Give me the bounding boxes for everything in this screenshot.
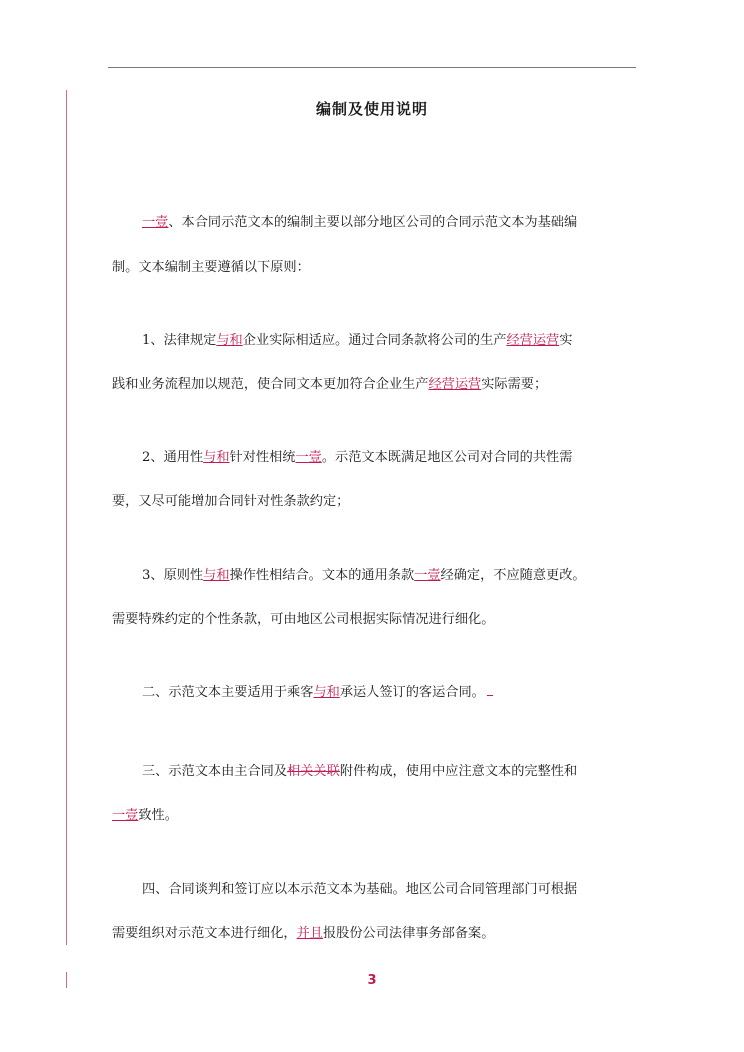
text-run: 致性。: [138, 808, 178, 823]
text-run: 。示范文本既满足地区公司对合同的共性需: [321, 450, 573, 465]
text-run: 四、合同谈判和签订应以本示范文本为基础。地区公司合同管理部门可根据: [142, 882, 578, 897]
paragraph-line: [112, 806, 636, 826]
revised-text: 与和: [216, 333, 243, 348]
deleted-text: 相关关联: [287, 764, 340, 779]
paragraph-line: [112, 448, 636, 468]
text-run: 3、原则性: [142, 568, 204, 583]
text-run: 二、示范文本主要适用于乘客: [142, 685, 314, 700]
text-run: 、本合同示范文本的编制主要以部分地区公司的合同示范文本为基础编: [168, 215, 578, 230]
text-run: 要，又尽可能增加合同针对性条款约定；: [112, 494, 350, 509]
revised-text: 与和: [203, 568, 230, 583]
header-rule: [108, 67, 636, 68]
revised-text: 与和: [313, 685, 340, 700]
paragraph-line: [112, 258, 636, 278]
text-run: 承运人签订的客运合同。: [339, 685, 485, 700]
text-run: 经确定，不应随意更改。: [440, 568, 586, 583]
text-run: 践和业务流程加以规范，使合同文本更加符合企业生产: [112, 377, 429, 392]
revised-text: 经营运营: [506, 333, 560, 348]
paragraph-line: [112, 375, 636, 395]
revised-text: 与和: [203, 450, 230, 465]
text-run: 需要组织对示范文本进行细化，: [112, 926, 297, 941]
text-run: 2、通用性: [142, 450, 204, 465]
revision-mark: [487, 695, 493, 696]
revised-text: 一壹: [112, 808, 139, 823]
paragraph-line: [112, 213, 636, 233]
paragraph-line: [112, 924, 636, 944]
text-run: 针对性相统: [229, 450, 296, 465]
revised-text: 一壹: [295, 450, 322, 465]
text-run: 报股份公司法律事务部备案。: [323, 926, 495, 941]
paragraph-line: [112, 610, 636, 630]
paragraph-line: [112, 566, 636, 586]
document-title: 编制及使用说明: [315, 100, 428, 118]
text-run: 附件构成，使用中应注意文本的完整性和: [339, 764, 578, 779]
revised-text: 一壹: [414, 568, 441, 583]
text-run: 1、法律规定: [142, 333, 217, 348]
text-run: 实际需要；: [481, 377, 548, 392]
text-run: 实: [559, 333, 573, 348]
revised-text: 并且: [296, 926, 323, 941]
paragraph-line: [112, 492, 636, 512]
revision-margin-bar: [66, 90, 67, 945]
revised-text: 一壹: [142, 215, 169, 230]
text-run: 需要特殊约定的个性条款，可由地区公司根据实际情况进行细化。: [112, 612, 495, 627]
revised-text: 经营运营: [428, 377, 482, 392]
text-run: 企业实际相适应。通过合同条款将公司的生产: [242, 333, 507, 348]
text-run: 三、示范文本由主合同及: [142, 764, 288, 779]
page-number: 3: [367, 973, 377, 988]
text-run: 操作性相结合。文本的通用条款: [229, 568, 415, 583]
text-run: 制。文本编制主要遵循以下原则：: [112, 260, 310, 275]
paragraph-line: [112, 880, 636, 900]
paragraph-line: [112, 683, 636, 703]
paragraph-line: [112, 762, 636, 782]
paragraph-line: [112, 331, 636, 351]
